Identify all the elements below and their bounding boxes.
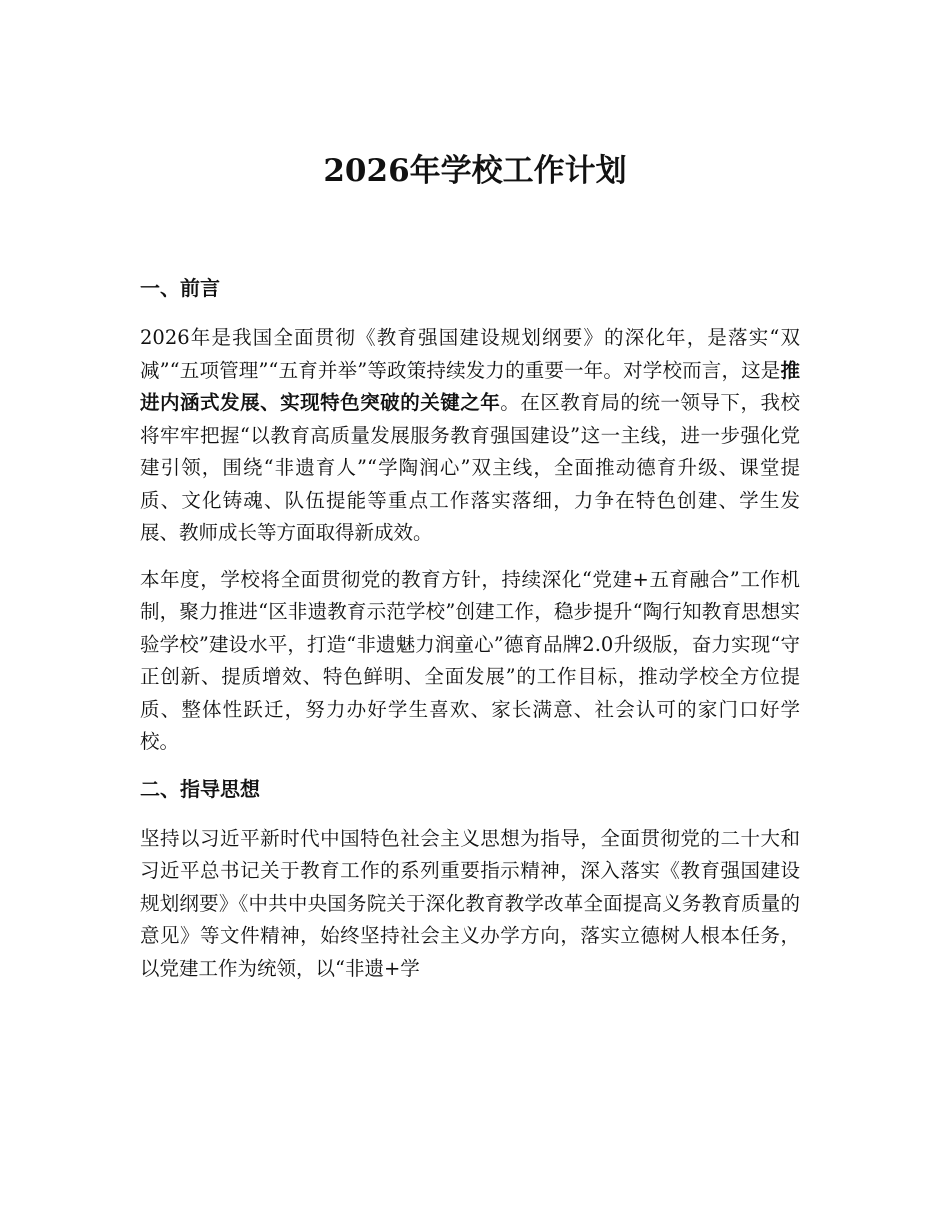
section-preface — [140, 272, 800, 759]
document-body — [140, 272, 800, 999]
section-heading-preface: 一、前言 — [140, 276, 220, 300]
preface-paragraph-1 — [140, 322, 800, 550]
preface-paragraph-1-text-end: 。在区教育局的统一领导下，我校将牢牢把握“以教育高质量发展服务教育强国建设”这一主线，进一步强化党建引领，围绕“非遗育人”“学陶润心”双主线，全面推动德育升级、课堂提质、文化铸魂、队伍提能等重点工作落实落细，力争在特色创建、学生发展、教师成长等方面取得新成效。 — [140, 391, 800, 544]
preface-paragraph-2: 本年度，学校将全面贯彻党的教育方针，持续深化“党建+五育融合”工作机制，聚力推进“区非遗教育示范学校”创建工作，稳步提升“陶行知教育思想实验学校”建设水平，打造“非遗魅力润童心”德育品牌2.0升级版，奋力实现“守正创新、提质增效、特色鲜明、全面发展”的工作目标，推动学校全方位提质、整体性跃迁，努力办好学生喜欢、家长满意、社会认可的家门口好学校。 — [140, 567, 800, 753]
guiding-ideology-paragraph-1: 坚持以习近平新时代中国特色社会主义思想为指导，全面贯彻党的二十大和习近平总书记关于教育工作的系列重要指示精神，深入落实《教育强国建设规划纲要》《中共中央国务院关于深化教育教学改革全面提高义务教育质量的意见》等文件精神，始终坚持社会主义办学方向，落实立德树人根本任务，以党建工作为统领，以“非遗+学 — [140, 826, 800, 980]
section-guiding-ideology — [140, 773, 800, 986]
document-title: 2026年学校工作计划 — [323, 153, 627, 189]
section-heading-guiding-ideology: 二、指导思想 — [140, 776, 260, 801]
preface-paragraph-1-text-start: 2026年是我国全面贯彻《教育强国建设规划纲要》的深化年，是落实“双减”“五项管理”“五育并举”等政策持续发力的重要一年。对学校而言，这是 — [140, 326, 800, 382]
preface-paragraph-1-emphasis: 推进内涵式发展、实现特色突破的关键之年 — [140, 358, 800, 414]
